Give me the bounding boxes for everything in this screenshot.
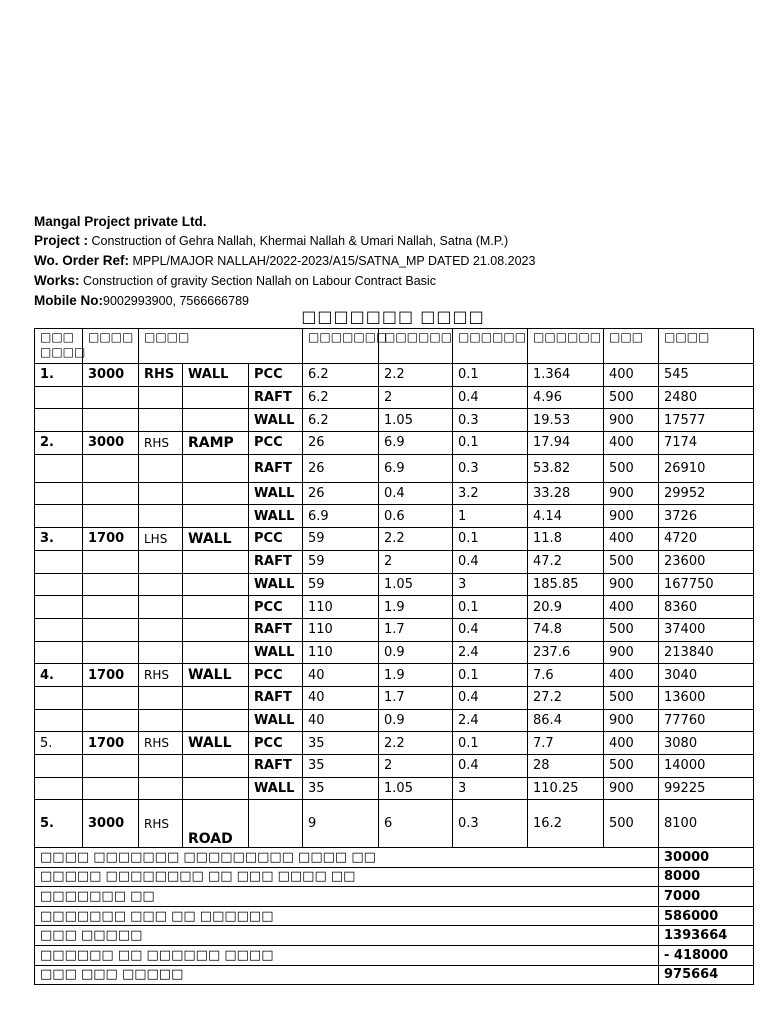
cell-width: 2 bbox=[379, 550, 453, 573]
table-row bbox=[35, 505, 754, 528]
cell-item: RAFT bbox=[249, 454, 303, 482]
cell-chainage bbox=[83, 505, 139, 528]
order-ref-value: MPPL/MAJOR NALLAH/2022-2023/A15/SATNA_MP DATED 21.08.2023 bbox=[129, 254, 536, 268]
cell-serial-no bbox=[35, 454, 83, 482]
cell-structure-type bbox=[183, 618, 249, 641]
cell-width: 1.7 bbox=[379, 618, 453, 641]
cell-structure-type: WALL bbox=[183, 364, 249, 387]
cell-chainage bbox=[83, 777, 139, 800]
cell-height: 3.2 bbox=[453, 482, 528, 505]
cell-serial-no bbox=[35, 550, 83, 573]
table-row bbox=[35, 596, 754, 619]
cell-quantity: 86.4 bbox=[528, 709, 604, 732]
project-line bbox=[34, 231, 754, 251]
cell-structure-type bbox=[183, 482, 249, 505]
cell-width: 1.7 bbox=[379, 686, 453, 709]
cell-length: 110 bbox=[303, 618, 379, 641]
cell-quantity: 74.8 bbox=[528, 618, 604, 641]
cell-side bbox=[139, 777, 183, 800]
cell-side bbox=[139, 409, 183, 432]
cell-side: RHS bbox=[139, 432, 183, 455]
cell-item: RAFT bbox=[249, 550, 303, 573]
cell-width: 0.9 bbox=[379, 709, 453, 732]
table-row bbox=[35, 618, 754, 641]
cell-height: 0.4 bbox=[453, 755, 528, 778]
cell-length: 110 bbox=[303, 596, 379, 619]
cell-quantity: 7.7 bbox=[528, 732, 604, 755]
cell-amount: 99225 bbox=[659, 777, 754, 800]
table-row bbox=[35, 528, 754, 551]
cell-width: 1.05 bbox=[379, 777, 453, 800]
mobile-value: 9002993900, 7566666789 bbox=[103, 294, 249, 308]
cell-item: PCC bbox=[249, 732, 303, 755]
cell-height: 2.4 bbox=[453, 709, 528, 732]
cell-side bbox=[139, 550, 183, 573]
cell-rate: 400 bbox=[604, 432, 659, 455]
cell-serial-no bbox=[35, 641, 83, 664]
table-row bbox=[35, 777, 754, 800]
cell-serial-no bbox=[35, 573, 83, 596]
cell-rate: 500 bbox=[604, 686, 659, 709]
table-row bbox=[35, 800, 754, 848]
works-line bbox=[34, 271, 754, 291]
totals-row bbox=[35, 926, 754, 946]
cell-rate: 500 bbox=[604, 800, 659, 848]
cell-side bbox=[139, 482, 183, 505]
totals-body bbox=[35, 848, 754, 985]
cell-chainage: 1700 bbox=[83, 732, 139, 755]
cell-quantity: 185.85 bbox=[528, 573, 604, 596]
cell-rate: 900 bbox=[604, 573, 659, 596]
cell-chainage bbox=[83, 409, 139, 432]
cell-height: 1 bbox=[453, 505, 528, 528]
cell-chainage bbox=[83, 709, 139, 732]
cell-width: 2 bbox=[379, 386, 453, 409]
cell-structure-type: WALL bbox=[183, 528, 249, 551]
table-row bbox=[35, 641, 754, 664]
cell-amount: 8360 bbox=[659, 596, 754, 619]
cell-height: 3 bbox=[453, 573, 528, 596]
cell-height: 2.4 bbox=[453, 641, 528, 664]
cell-length: 6.2 bbox=[303, 364, 379, 387]
cell-rate: 900 bbox=[604, 409, 659, 432]
totals-row bbox=[35, 887, 754, 907]
cell-rate: 400 bbox=[604, 596, 659, 619]
cell-chainage bbox=[83, 386, 139, 409]
cell-serial-no: 1. bbox=[35, 364, 83, 387]
cell-width: 2.2 bbox=[379, 732, 453, 755]
col-header-quantity: □□□□□□ bbox=[528, 329, 604, 364]
cell-quantity: 4.96 bbox=[528, 386, 604, 409]
cell-amount: 8100 bbox=[659, 800, 754, 848]
totals-row bbox=[35, 945, 754, 965]
cell-side bbox=[139, 686, 183, 709]
cell-item: RAFT bbox=[249, 386, 303, 409]
cell-side: LHS bbox=[139, 528, 183, 551]
cell-serial-no bbox=[35, 618, 83, 641]
cell-height: 0.3 bbox=[453, 800, 528, 848]
cell-height: 0.3 bbox=[453, 409, 528, 432]
table-row bbox=[35, 664, 754, 687]
cell-width: 1.05 bbox=[379, 573, 453, 596]
col-header-length: □□□□□□□ bbox=[303, 329, 379, 364]
cell-rate: 500 bbox=[604, 550, 659, 573]
cell-amount: 2480 bbox=[659, 386, 754, 409]
table-row bbox=[35, 755, 754, 778]
cell-quantity: 11.8 bbox=[528, 528, 604, 551]
cell-item: PCC bbox=[249, 596, 303, 619]
cell-chainage: 1700 bbox=[83, 528, 139, 551]
cell-length: 40 bbox=[303, 686, 379, 709]
cell-side: RHS bbox=[139, 732, 183, 755]
table-row bbox=[35, 409, 754, 432]
cell-width: 0.6 bbox=[379, 505, 453, 528]
cell-serial-no bbox=[35, 505, 83, 528]
cell-structure-type bbox=[183, 573, 249, 596]
works-label: Works: bbox=[34, 273, 80, 288]
cell-side: RHS bbox=[139, 364, 183, 387]
totals-label: □□□□□ □□□□□□□□ □□ □□□ □□□□ □□ bbox=[35, 867, 659, 887]
cell-item: PCC bbox=[249, 364, 303, 387]
cell-quantity: 17.94 bbox=[528, 432, 604, 455]
cell-amount: 3080 bbox=[659, 732, 754, 755]
cell-length: 59 bbox=[303, 528, 379, 551]
cell-structure-type: WALL bbox=[183, 732, 249, 755]
cell-chainage: 1700 bbox=[83, 664, 139, 687]
table-row bbox=[35, 550, 754, 573]
cell-quantity: 19.53 bbox=[528, 409, 604, 432]
cell-length: 35 bbox=[303, 777, 379, 800]
cell-chainage bbox=[83, 550, 139, 573]
cell-quantity: 53.82 bbox=[528, 454, 604, 482]
cell-rate: 400 bbox=[604, 732, 659, 755]
cell-structure-type bbox=[183, 409, 249, 432]
table-row bbox=[35, 709, 754, 732]
totals-amount: 8000 bbox=[659, 867, 754, 887]
cell-item: PCC bbox=[249, 432, 303, 455]
cell-chainage bbox=[83, 618, 139, 641]
totals-amount: - 418000 bbox=[659, 945, 754, 965]
cell-height: 0.1 bbox=[453, 432, 528, 455]
cell-quantity: 20.9 bbox=[528, 596, 604, 619]
cell-rate: 400 bbox=[604, 664, 659, 687]
table-row bbox=[35, 364, 754, 387]
cell-length: 40 bbox=[303, 664, 379, 687]
totals-label: □□□□□□□ □□□ □□ □□□□□□ bbox=[35, 906, 659, 926]
cell-width: 6 bbox=[379, 800, 453, 848]
cell-serial-no bbox=[35, 777, 83, 800]
company-name: Mangal Project private Ltd. bbox=[34, 214, 207, 229]
totals-table bbox=[34, 847, 754, 985]
totals-label: □□□ □□□ □□□□□ bbox=[35, 965, 659, 985]
project-label: Project : bbox=[34, 233, 89, 248]
document-title: □□□□□□□ □□□□ bbox=[301, 307, 485, 326]
totals-label: □□□ □□□□□ bbox=[35, 926, 659, 946]
totals-label: □□□□□□□ □□ bbox=[35, 887, 659, 907]
cell-serial-no: 4. bbox=[35, 664, 83, 687]
cell-width: 1.05 bbox=[379, 409, 453, 432]
order-ref-line bbox=[34, 251, 754, 271]
cell-amount: 3040 bbox=[659, 664, 754, 687]
cell-structure-type bbox=[183, 454, 249, 482]
totals-row bbox=[35, 848, 754, 868]
cell-chainage bbox=[83, 755, 139, 778]
cell-length: 6.2 bbox=[303, 409, 379, 432]
cell-height: 0.4 bbox=[453, 550, 528, 573]
cell-item: WALL bbox=[249, 505, 303, 528]
cell-serial-no: 5. bbox=[35, 800, 83, 848]
cell-length: 35 bbox=[303, 732, 379, 755]
cell-serial-no bbox=[35, 709, 83, 732]
cell-length: 26 bbox=[303, 482, 379, 505]
order-ref-label: Wo. Order Ref: bbox=[34, 253, 130, 268]
cell-rate: 500 bbox=[604, 618, 659, 641]
cell-side bbox=[139, 596, 183, 619]
mobile-label: Mobile No: bbox=[34, 293, 103, 308]
cell-side bbox=[139, 386, 183, 409]
cell-amount: 17577 bbox=[659, 409, 754, 432]
cell-quantity: 16.2 bbox=[528, 800, 604, 848]
cell-side: RHS bbox=[139, 800, 183, 848]
cell-serial-no bbox=[35, 686, 83, 709]
cell-rate: 500 bbox=[604, 755, 659, 778]
cell-quantity: 27.2 bbox=[528, 686, 604, 709]
cell-item: WALL bbox=[249, 573, 303, 596]
cell-serial-no bbox=[35, 482, 83, 505]
cell-quantity: 237.6 bbox=[528, 641, 604, 664]
cell-side bbox=[139, 573, 183, 596]
totals-amount: 586000 bbox=[659, 906, 754, 926]
cell-length: 35 bbox=[303, 755, 379, 778]
cell-height: 0.4 bbox=[453, 386, 528, 409]
works-value: Construction of gravity Section Nallah on Labour Contract Basic bbox=[79, 274, 436, 288]
cell-width: 2.2 bbox=[379, 528, 453, 551]
cell-rate: 900 bbox=[604, 505, 659, 528]
cell-height: 0.4 bbox=[453, 686, 528, 709]
col-header-width: □□□□□□ bbox=[379, 329, 453, 364]
cell-amount: 29952 bbox=[659, 482, 754, 505]
cell-chainage bbox=[83, 573, 139, 596]
col-header-detail: □□□□ bbox=[139, 329, 303, 364]
cell-length: 6.2 bbox=[303, 386, 379, 409]
cell-length: 40 bbox=[303, 709, 379, 732]
cell-rate: 900 bbox=[604, 777, 659, 800]
cell-chainage bbox=[83, 454, 139, 482]
cell-length: 26 bbox=[303, 432, 379, 455]
cell-quantity: 47.2 bbox=[528, 550, 604, 573]
cell-rate: 500 bbox=[604, 386, 659, 409]
cell-structure-type bbox=[183, 550, 249, 573]
cell-amount: 7174 bbox=[659, 432, 754, 455]
cell-amount: 13600 bbox=[659, 686, 754, 709]
col-header-chainage: □□□□ bbox=[83, 329, 139, 364]
cell-serial-no bbox=[35, 386, 83, 409]
project-value: Construction of Gehra Nallah, Khermai Nallah & Umari Nallah, Satna (M.P.) bbox=[88, 234, 509, 248]
cell-structure-type: ROAD bbox=[183, 800, 249, 848]
cell-rate: 500 bbox=[604, 454, 659, 482]
table-row bbox=[35, 732, 754, 755]
cell-structure-type bbox=[183, 686, 249, 709]
table-row bbox=[35, 454, 754, 482]
cell-height: 0.1 bbox=[453, 664, 528, 687]
totals-label: □□□□ □□□□□□□ □□□□□□□□□ □□□□ □□ bbox=[35, 848, 659, 868]
cell-chainage bbox=[83, 641, 139, 664]
cell-amount: 4720 bbox=[659, 528, 754, 551]
cell-item: PCC bbox=[249, 664, 303, 687]
cell-amount: 26910 bbox=[659, 454, 754, 482]
table-body bbox=[35, 364, 754, 848]
col-header-serial: □□□ □□□□ bbox=[35, 329, 83, 364]
cell-structure-type bbox=[183, 386, 249, 409]
cell-length: 26 bbox=[303, 454, 379, 482]
cell-amount: 14000 bbox=[659, 755, 754, 778]
cell-height: 0.1 bbox=[453, 364, 528, 387]
cell-structure-type bbox=[183, 755, 249, 778]
table-row bbox=[35, 386, 754, 409]
cell-item bbox=[249, 800, 303, 848]
cell-rate: 900 bbox=[604, 482, 659, 505]
cell-length: 6.9 bbox=[303, 505, 379, 528]
cell-length: 59 bbox=[303, 550, 379, 573]
document-header bbox=[34, 212, 754, 311]
cell-rate: 400 bbox=[604, 364, 659, 387]
cell-serial-no: 2. bbox=[35, 432, 83, 455]
company-line bbox=[34, 212, 754, 231]
cell-amount: 23600 bbox=[659, 550, 754, 573]
cell-side bbox=[139, 709, 183, 732]
cell-width: 2.2 bbox=[379, 364, 453, 387]
cell-item: RAFT bbox=[249, 618, 303, 641]
cell-rate: 900 bbox=[604, 709, 659, 732]
table-row bbox=[35, 686, 754, 709]
cell-serial-no bbox=[35, 755, 83, 778]
cell-height: 0.3 bbox=[453, 454, 528, 482]
totals-amount: 30000 bbox=[659, 848, 754, 868]
cell-amount: 167750 bbox=[659, 573, 754, 596]
cell-quantity: 1.364 bbox=[528, 364, 604, 387]
cell-height: 0.1 bbox=[453, 596, 528, 619]
cell-serial-no bbox=[35, 409, 83, 432]
cell-quantity: 33.28 bbox=[528, 482, 604, 505]
cell-amount: 3726 bbox=[659, 505, 754, 528]
cell-amount: 77760 bbox=[659, 709, 754, 732]
cell-side bbox=[139, 505, 183, 528]
table-row bbox=[35, 573, 754, 596]
cell-side bbox=[139, 454, 183, 482]
col-header-rate: □□□ bbox=[604, 329, 659, 364]
cell-chainage bbox=[83, 686, 139, 709]
cell-width: 2 bbox=[379, 755, 453, 778]
cell-quantity: 28 bbox=[528, 755, 604, 778]
cell-chainage bbox=[83, 482, 139, 505]
cell-width: 1.9 bbox=[379, 664, 453, 687]
cell-rate: 900 bbox=[604, 641, 659, 664]
totals-amount: 975664 bbox=[659, 965, 754, 985]
totals-row bbox=[35, 867, 754, 887]
cell-width: 6.9 bbox=[379, 432, 453, 455]
cell-side bbox=[139, 618, 183, 641]
cell-structure-type bbox=[183, 641, 249, 664]
table-header-row bbox=[35, 329, 754, 364]
cell-amount: 545 bbox=[659, 364, 754, 387]
cell-length: 59 bbox=[303, 573, 379, 596]
cell-chainage: 3000 bbox=[83, 432, 139, 455]
cell-rate: 400 bbox=[604, 528, 659, 551]
col-header-amount: □□□□ bbox=[659, 329, 754, 364]
cell-side bbox=[139, 641, 183, 664]
cell-item: WALL bbox=[249, 409, 303, 432]
cell-quantity: 4.14 bbox=[528, 505, 604, 528]
table-row bbox=[35, 482, 754, 505]
table-row bbox=[35, 432, 754, 455]
cell-width: 0.4 bbox=[379, 482, 453, 505]
cell-structure-type: RAMP bbox=[183, 432, 249, 455]
cell-structure-type bbox=[183, 709, 249, 732]
cell-height: 0.4 bbox=[453, 618, 528, 641]
cell-width: 6.9 bbox=[379, 454, 453, 482]
cell-item: WALL bbox=[249, 482, 303, 505]
cell-width: 1.9 bbox=[379, 596, 453, 619]
cell-serial-no: 3. bbox=[35, 528, 83, 551]
cell-length: 9 bbox=[303, 800, 379, 848]
cell-length: 110 bbox=[303, 641, 379, 664]
totals-row bbox=[35, 906, 754, 926]
cell-quantity: 110.25 bbox=[528, 777, 604, 800]
cell-item: WALL bbox=[249, 709, 303, 732]
cell-item: RAFT bbox=[249, 686, 303, 709]
cell-item: PCC bbox=[249, 528, 303, 551]
cell-structure-type bbox=[183, 596, 249, 619]
cell-structure-type bbox=[183, 505, 249, 528]
cell-item: WALL bbox=[249, 777, 303, 800]
cell-chainage: 3000 bbox=[83, 364, 139, 387]
measurement-table bbox=[34, 328, 754, 848]
cell-item: WALL bbox=[249, 641, 303, 664]
cell-chainage: 3000 bbox=[83, 800, 139, 848]
cell-serial-no: 5. bbox=[35, 732, 83, 755]
cell-amount: 37400 bbox=[659, 618, 754, 641]
cell-item: RAFT bbox=[249, 755, 303, 778]
totals-amount: 1393664 bbox=[659, 926, 754, 946]
cell-height: 0.1 bbox=[453, 528, 528, 551]
cell-serial-no bbox=[35, 596, 83, 619]
cell-structure-type: WALL bbox=[183, 664, 249, 687]
cell-side bbox=[139, 755, 183, 778]
totals-label: □□□□□□ □□ □□□□□□ □□□□ bbox=[35, 945, 659, 965]
cell-chainage bbox=[83, 596, 139, 619]
cell-height: 3 bbox=[453, 777, 528, 800]
cell-quantity: 7.6 bbox=[528, 664, 604, 687]
cell-structure-type bbox=[183, 777, 249, 800]
totals-amount: 7000 bbox=[659, 887, 754, 907]
col-header-height: □□□□□□ bbox=[453, 329, 528, 364]
totals-row bbox=[35, 965, 754, 985]
cell-width: 0.9 bbox=[379, 641, 453, 664]
cell-height: 0.1 bbox=[453, 732, 528, 755]
cell-amount: 213840 bbox=[659, 641, 754, 664]
cell-side: RHS bbox=[139, 664, 183, 687]
